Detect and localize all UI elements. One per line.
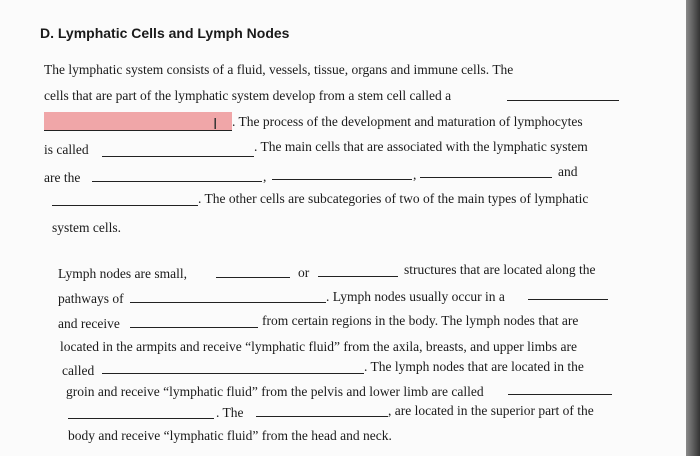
p2-line-7a: . The <box>216 405 244 420</box>
blank-cell-type-4[interactable] <box>52 205 198 206</box>
p1-line-6: . The other cells are subcategories of two of the main types of lymphatic <box>198 191 589 206</box>
blank-inguinal-nodes[interactable] <box>508 394 612 395</box>
photo-background-edge <box>686 0 700 456</box>
p2-line-2a: pathways of <box>58 291 124 306</box>
blank-cell-type-3[interactable] <box>420 177 552 178</box>
p1-line-4b: . The main cells that are associated with the lymphatic system <box>254 139 588 154</box>
p2-line-3a: and receive <box>58 316 120 331</box>
p1-comma-2: , <box>413 167 417 182</box>
p2-line-4: located in the armpits and receive “lymphatic fluid” from the axila, breasts, and upper limbs are <box>60 339 577 354</box>
p2-line-8: body and receive “lymphatic fluid” from the head and neck. <box>68 428 392 443</box>
p1-line-3: . The process of the development and maturation of lymphocytes <box>232 114 583 129</box>
p2-line-1a: Lymph nodes are small, <box>58 266 187 281</box>
blank-pathways[interactable] <box>130 302 326 303</box>
text-cursor-icon: I <box>213 115 218 133</box>
blank-axillary-nodes[interactable] <box>102 373 364 374</box>
p1-line-5a: are the <box>44 170 81 185</box>
p2-line-3b: from certain regions in the body. The lymph nodes that are <box>262 313 579 328</box>
p2-or: or <box>298 265 310 280</box>
p1-line-2: cells that are part of the lymphatic system develop from a stem cell called a <box>44 88 452 103</box>
blank-occur-in[interactable] <box>528 299 608 300</box>
p2-line-6: groin and receive “lymphatic fluid” from the pelvis and lower limb are called <box>66 384 484 399</box>
blank-stem-cell-cont[interactable] <box>44 130 232 131</box>
p2-line-7b: , are located in the superior part of the <box>388 403 594 418</box>
blank-stem-cell[interactable] <box>507 100 619 101</box>
p2-line-1c: structures that are located along the <box>404 262 596 277</box>
p2-line-5a: called <box>62 363 95 378</box>
blank-receive[interactable] <box>130 327 258 328</box>
p2-line-5b: . The lymph nodes that are located in the <box>364 359 584 374</box>
p1-and: and <box>558 164 578 179</box>
p1-line-1: The lymphatic system consists of a fluid, vessels, tissue, organs and immune cells. The <box>44 62 514 77</box>
p1-line-4a: is called <box>44 142 89 157</box>
blank-maturation[interactable] <box>102 156 254 157</box>
blank-node-shape-2[interactable] <box>318 276 398 277</box>
blank-cell-type-2[interactable] <box>272 179 412 180</box>
p1-line-7: system cells. <box>52 220 121 235</box>
p1-comma-1: , <box>263 169 267 184</box>
answer-field-highlighted[interactable] <box>44 112 232 130</box>
p2-line-2b: . Lymph nodes usually occur in a <box>326 289 505 304</box>
blank-cell-type-1[interactable] <box>92 181 262 182</box>
blank-cervical-nodes[interactable] <box>256 416 388 417</box>
blank-inguinal-nodes-cont[interactable] <box>68 418 214 419</box>
section-title: D. Lymphatic Cells and Lymph Nodes <box>40 25 290 41</box>
blank-node-shape-1[interactable] <box>216 277 290 278</box>
